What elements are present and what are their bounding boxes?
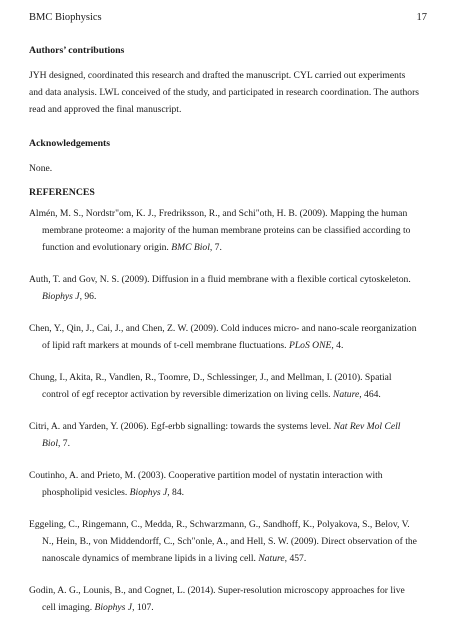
- reference-volume: , 7.: [209, 242, 222, 253]
- reference-journal: Biophys J: [42, 291, 80, 302]
- reference-journal: PLoS ONE: [288, 340, 332, 351]
- reference-volume: , 84.: [167, 487, 185, 498]
- contributions-text: JYH designed, coordinated this research and drafted the manuscript. CYL carried out experiments and data analysis. LWL conceived of the study, and participated in research coordination. The authors read and approved the final manuscript.: [29, 70, 420, 115]
- reference-text: Eggeling, C., Ringemann, C., Medda, R., Schwarzmann, G., Sandhoff, K., Polyakova, S., Belov, V. N., Hein, B., von Middendorff, C., Sch"onle, A., and Hell, S. W. (2009). Direct observation of the nanoscale dynamics of membrane lipids in a living cell.: [29, 519, 417, 564]
- reference-journal: Nat Rev Mol Cell Biol: [42, 421, 401, 449]
- acknowledgements-text: None.: [29, 163, 53, 174]
- page-header: [29, 12, 427, 26]
- reference-item: [29, 467, 420, 501]
- reference-item: [29, 582, 420, 616]
- reference-item: [29, 271, 420, 305]
- reference-item: [29, 418, 420, 452]
- page-number: 17: [416, 12, 427, 23]
- reference-volume: , 457.: [284, 553, 307, 564]
- reference-item: [29, 369, 420, 403]
- reference-volume: , 96.: [79, 291, 97, 302]
- references-heading: REFERENCES: [29, 187, 95, 198]
- contributions-heading: Authors’ contributions: [29, 45, 125, 56]
- reference-volume: , 107.: [132, 602, 154, 613]
- contributions-section: [29, 44, 420, 118]
- reference-text: Chen, Y., Qin, J., Cai, J., and Chen, Z. W. (2009). Cold induces micro- and nano-scale reorganization of lipid raft markers at mounds of t-cell membrane fluctuations.: [29, 323, 417, 351]
- reference-text: Almén, M. S., Nordstr"om, K. J., Fredriksson, R., and Schi"oth, H. B. (2009). Mapping the human membrane proteome: a majority of the human membrane proteins can be classified according to function and evolutionary origin.: [29, 208, 411, 253]
- reference-volume: , 4.: [331, 340, 344, 351]
- reference-item: [29, 205, 420, 256]
- reference-list: [29, 205, 420, 616]
- reference-journal: Nature: [332, 389, 360, 400]
- reference-volume: , 464.: [359, 389, 381, 400]
- reference-volume: , 7.: [58, 438, 70, 449]
- journal-name: BMC Biophysics: [29, 12, 102, 23]
- reference-item: [29, 516, 420, 567]
- reference-text: Coutinho, A. and Prieto, M. (2003). Cooperative partition model of nystatin interaction with phospholipid vesicles.: [29, 470, 383, 498]
- reference-text: Godin, A. G., Lounis, B., and Cognet, L. (2014). Super-resolution microscopy approaches for live cell imaging.: [29, 585, 405, 613]
- reference-text: Chung, I., Akita, R., Vandlen, R., Toomre, D., Schlessinger, J., and Mellman, I. (2010). Spatial control of egf receptor activation by reversible dimerization on living cells.: [29, 372, 392, 400]
- reference-text: Auth, T. and Gov, N. S. (2009). Diffusion in a fluid membrane with a flexible cortical cytoskeleton.: [29, 274, 411, 285]
- acknowledgements-section: [29, 137, 420, 177]
- reference-text: Citri, A. and Yarden, Y. (2006). Egf-erbb signalling: towards the systems level.: [29, 421, 334, 432]
- reference-journal: BMC Biol: [171, 242, 210, 253]
- references-section: [29, 186, 420, 631]
- reference-item: [29, 320, 420, 354]
- reference-journal: Biophys J: [94, 602, 133, 613]
- acknowledgements-heading: Acknowledgements: [29, 138, 111, 149]
- reference-journal: Nature: [258, 553, 285, 564]
- reference-journal: Biophys J: [129, 487, 168, 498]
